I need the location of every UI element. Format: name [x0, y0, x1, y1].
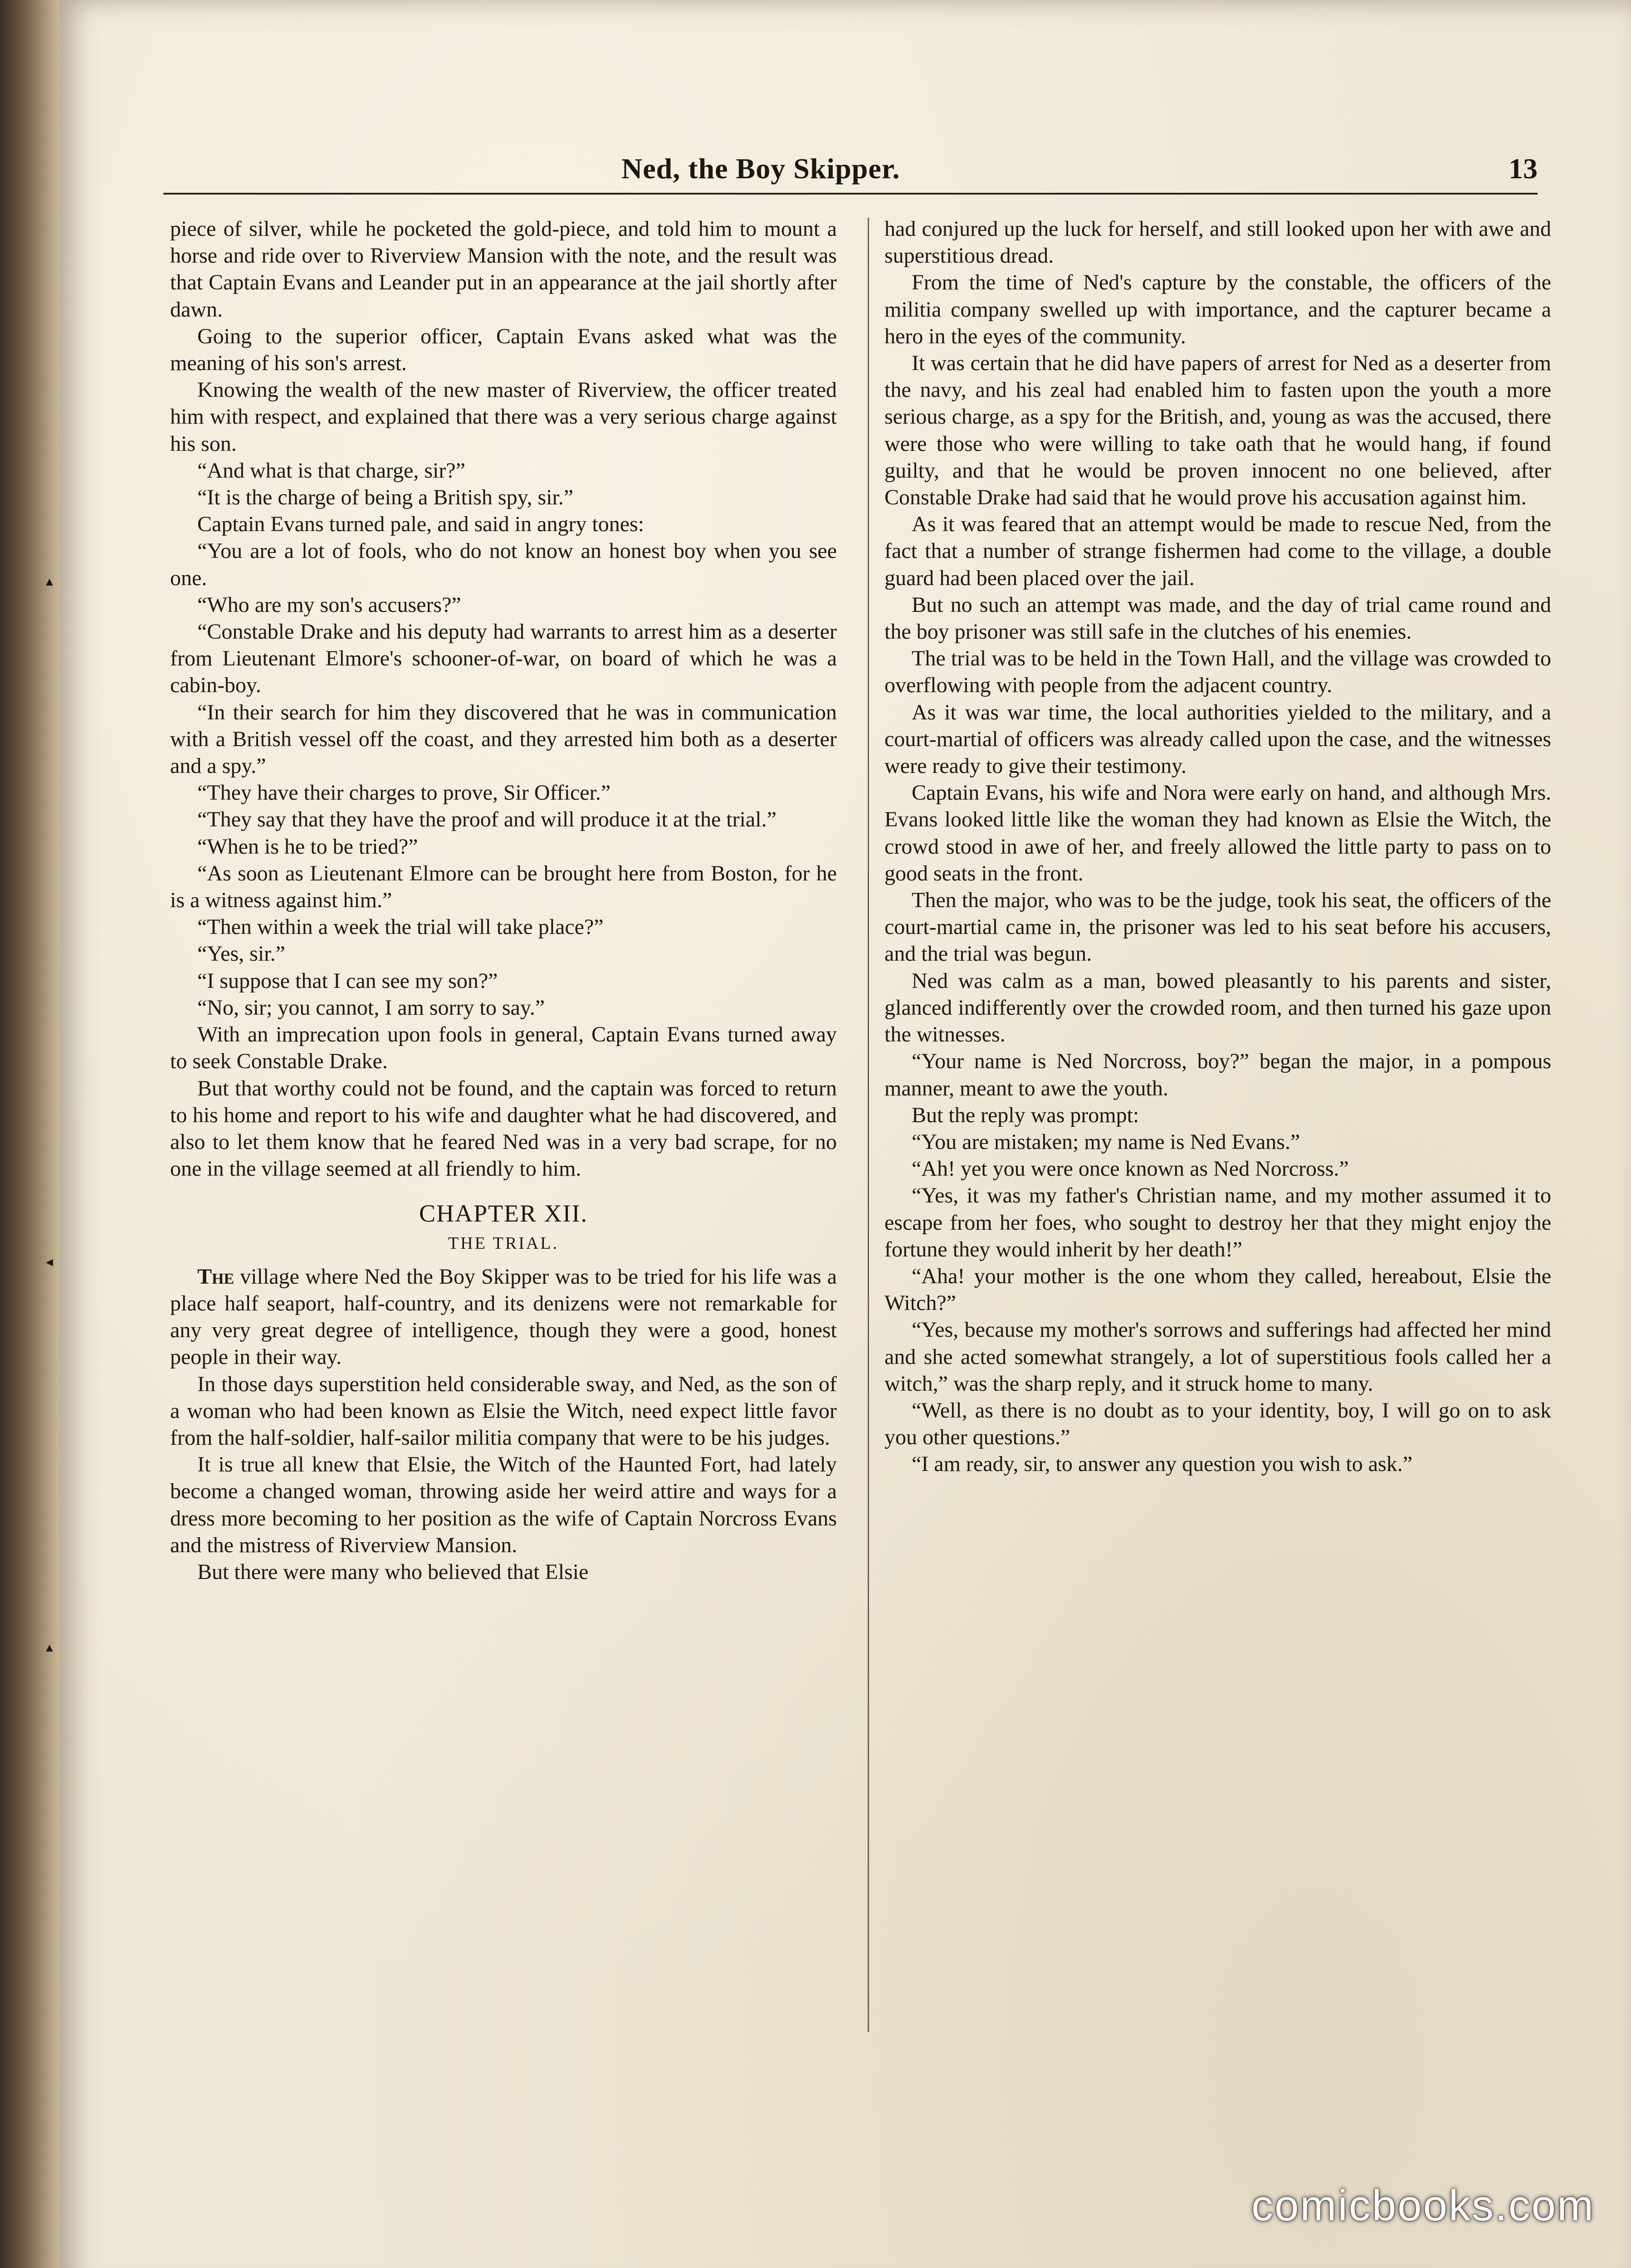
paragraph: As it was feared that an attempt would be made to rescue Ned, from the fact that a number of strange fishermen had come to the village, a double guard had been placed over the jail. [884, 512, 1551, 590]
paragraph: piece of silver, while he pocketed the gold-piece, and told him to mount a horse and ride over to Riverview Mansion with the note, and the result was that Captain Evans and Leander put in an appearance at the jail shortly after dawn. [170, 217, 837, 322]
paragraph: “They say that they have the proof and will produce it at the trial.” [197, 807, 776, 832]
paragraph: Going to the superior officer, Captain Evans asked what was the meaning of his son's arrest. [170, 324, 837, 376]
paragraph: “It is the charge of being a British spy, sir.” [197, 485, 574, 510]
paragraph: But the reply was prompt: [912, 1103, 1139, 1127]
binding-stitch-icon: ▲ [44, 575, 55, 588]
running-header [621, 152, 1538, 193]
binding-stitch-icon: ◄ [44, 1256, 55, 1269]
paragraph: But no such an attempt was made, and the day of trial came round and the boy prisoner was still safe in the clutches of his enemies. [884, 592, 1551, 644]
paragraph: “Yes, it was my father's Christian name, and my mother assumed it to escape from her foes, who sought to destroy her that they might enjoy the fortune they would inherit by her death!” [884, 1183, 1551, 1261]
paragraph: “Constable Drake and his deputy had warrants to arrest him as a deserter from Lieutenant Elmore's schooner-of-war, on board of which he was a cabin-boy. [170, 620, 837, 698]
paragraph: Captain Evans, his wife and Nora were early on hand, and although Mrs. Evans looked little like the woman they had known as Elsie the Witch, the crowd stood in awe of her, and freely allowed the little party to pass on to good seats in the front. [884, 781, 1551, 885]
paragraph: It was certain that he did have papers of arrest for Ned as a deserter from the navy, and his zeal had enabled him to fasten upon the youth a more serious charge, as a spy for the British, and, young as was the accused, there were those who were willing to take oath that he would hang, if found guilty, and that he would be proven innocent no one believed, after Constable Drake had said that he would prove his accusation against him. [884, 351, 1551, 510]
paragraph: Captain Evans turned pale, and said in angry tones: [197, 512, 645, 537]
paragraph: “They have their charges to prove, Sir Officer.” [197, 781, 611, 805]
binding-stitch-icon: ▲ [44, 1641, 55, 1654]
paragraph: “Well, as there is no doubt as to your identity, boy, I will go on to ask you other questions.” [884, 1398, 1551, 1450]
paragraph: Ned was calm as a man, bowed pleasantly to his parents and sister, glanced indifferently over the crowded room, and then turned his gaze upon the witnesses. [884, 968, 1551, 1047]
header-rule [163, 193, 1538, 195]
paragraph: It is true all knew that Elsie, the Witch of the Haunted Fort, had lately become a changed woman, throwing aside her weird attire and ways for a dress more becoming to her position as the wife of Captain Norcross Evans and the mistress of Riverview Mansion. [170, 1452, 837, 1557]
paragraph: But there were many who believed that Elsie [197, 1559, 589, 1584]
paragraph: As it was war time, the local authorities yielded to the military, and a court-martial of officers was already called upon the case, and the witnesses were ready to give their testimony. [884, 700, 1551, 778]
paragraph: From the time of Ned's capture by the constable, the officers of the militia company swelled up with importance, and the capturer became a hero in the eyes of the community. [884, 270, 1551, 348]
paragraph: “Yes, sir.” [197, 942, 285, 966]
paragraph: “Your name is Ned Norcross, boy?” began the major, in a pompous manner, meant to awe the youth. [884, 1049, 1551, 1100]
paragraph: “And what is that charge, sir?” [197, 458, 465, 483]
paragraph: “Ah! yet you were once known as Ned Norcross.” [912, 1157, 1349, 1181]
paragraph: In those days superstition held considerable sway, and Ned, as the son of a woman who had been known as Elsie the Witch, need expect little favor from the half-soldier, half-sailor militia company that were to be his judges. [170, 1372, 837, 1450]
paragraph: “In their search for him they discovered that he was in communication with a British vessel off the coast, and they arrested him both as a deserter and a spy.” [170, 700, 837, 778]
paragraph: “Then within a week the trial will take place?” [197, 915, 604, 939]
paragraph: But that worthy could not be found, and the captain was forced to return to his home and report to his wife and daughter what he had discovered, and also to let them know that he feared Ned was in a very bad scrape, for no one in the village seemed at all friendly to him. [170, 1076, 837, 1181]
watermark-logo: comicbooks.com [1251, 2181, 1595, 2230]
paragraph: “As soon as Lieutenant Elmore can be brought here from Boston, for he is a witness against him.” [170, 861, 837, 913]
paragraph: “No, sir; you cannot, I am sorry to say.” [197, 995, 545, 1020]
paragraph: “You are mistaken; my name is Ned Evans.” [912, 1129, 1300, 1154]
book-spine [0, 0, 59, 2268]
right-column [884, 215, 1551, 2143]
column-divider [868, 218, 869, 2032]
chapter-opening-paragraph [170, 1263, 837, 1371]
paragraph: Then the major, who was to be the judge, took his seat, the officers of the court-martial came in, the prisoner was led to his seat before his accusers, and the trial was begun. [884, 888, 1551, 966]
paragraph: The trial was to be held in the Town Hall, and the village was crowded to overflowing with people from the adjacent country. [884, 646, 1551, 698]
paragraph: With an imprecation upon fools in general, Captain Evans turned away to seek Constable Drake. [170, 1022, 837, 1074]
chapter-subtitle: THE TRIAL. [448, 1233, 559, 1253]
paragraph: “Aha! your mother is the one whom they called, hereabout, Elsie the Witch?” [884, 1264, 1551, 1315]
running-title: Ned, the Boy Skipper. [621, 152, 900, 185]
paragraph: “Who are my son's accusers?” [197, 592, 461, 617]
paragraph: had conjured up the luck for herself, and still looked upon her with awe and superstitious dread. [884, 217, 1551, 268]
paragraph: “Yes, because my mother's sorrows and sufferings had affected her mind and she acted somewhat strangely, a lot of superstitious fools called her a witch,” was the sharp reply, and it struck home to many. [884, 1318, 1551, 1396]
chapter-first-text: village where Ned the Boy Skipper was to be tried for his life was a place half seaport, half-country, and its denizens were not remarkable for any very great degree of intelligence, though they were a good, honest people in their way. [170, 1264, 837, 1369]
paragraph: “You are a lot of fools, who do not know an honest boy when you see one. [170, 539, 837, 590]
paragraph: Knowing the wealth of the new master of Riverview, the officer treated him with respect, and explained that there was a very serious charge against his son. [170, 378, 837, 456]
paragraph: “When is he to be tried?” [197, 834, 418, 859]
chapter-first-word: The [197, 1264, 234, 1289]
page-number: 13 [1509, 152, 1538, 185]
paragraph: “I am ready, sir, to answer any question you wish to ask.” [912, 1452, 1413, 1476]
chapter-title: CHAPTER XII. [419, 1200, 588, 1227]
paragraph: “I suppose that I can see my son?” [197, 968, 498, 993]
left-column [170, 215, 837, 2143]
